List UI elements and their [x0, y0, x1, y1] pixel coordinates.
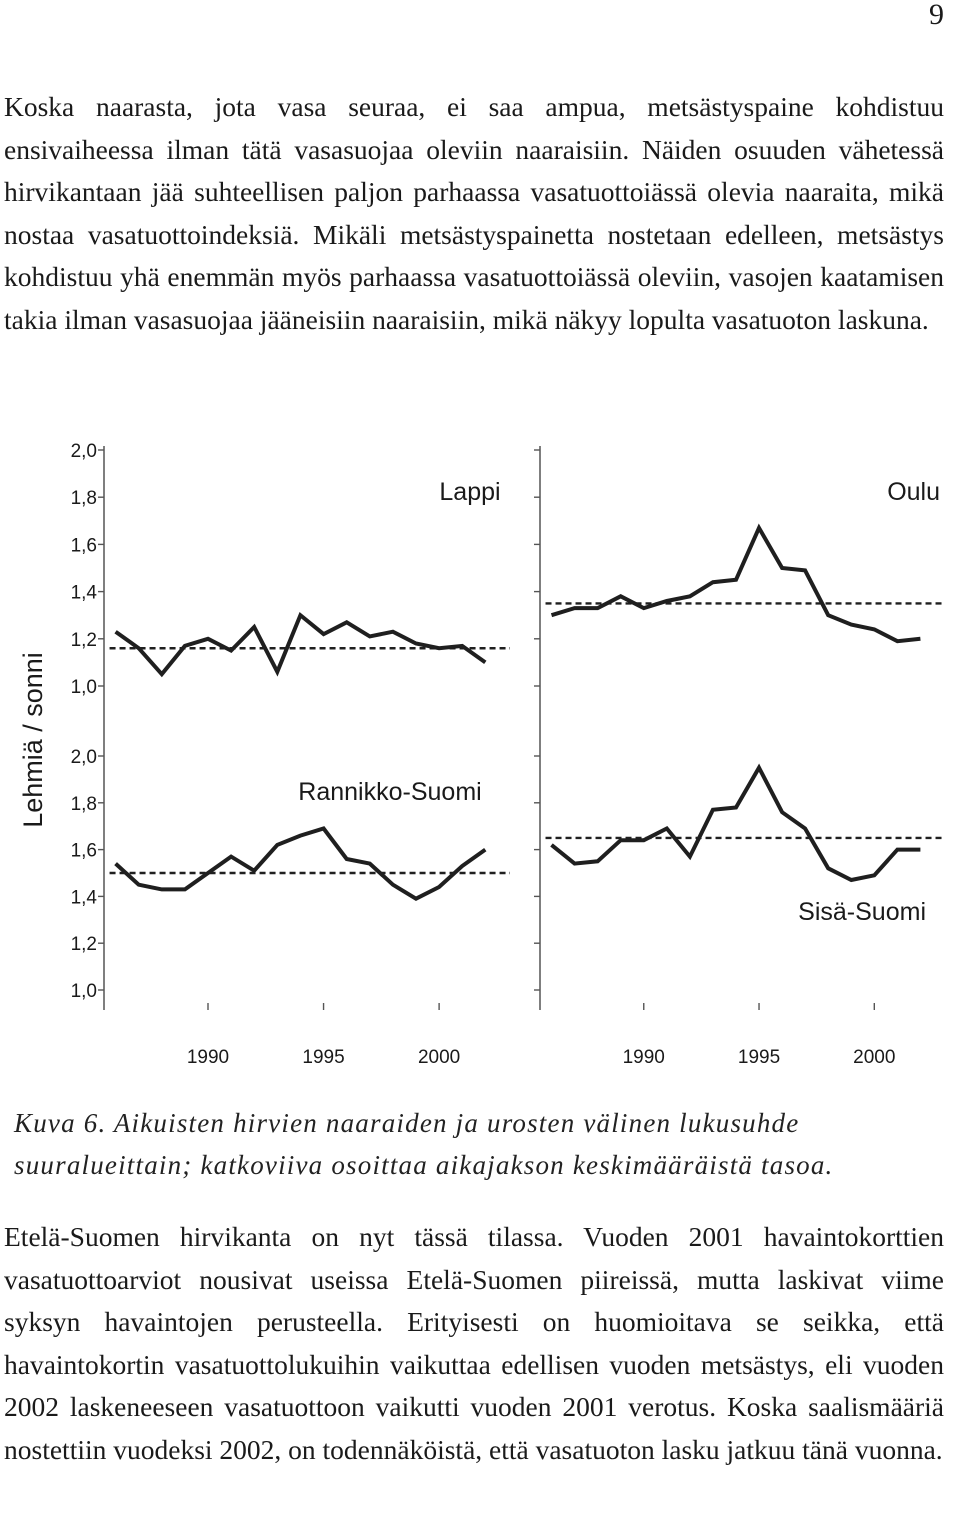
panel-label: Sisä-Suomi [798, 898, 926, 926]
series-line-sisä-suomi [552, 768, 921, 880]
body-paragraph-2: Etelä-Suomen hirvikanta on nyt tässä tilassa. Vuoden 2001 havaintokorttien vasatuottoarviot nousivat useissa Etelä-Suomen piireissä, mutta laskivat viime syksyn havaintojen perusteella. Erityisesti on huomioitava se seikka, että havaintokortin vasatuottolukuihin vaikuttaa edellisen vuoden metsästys, eli vuoden 2002 laskeneeseen vasatuottoon vaikutti vuoden 2001 verotus. Koska saalismääriä nostettiin vuodeksi 2002, on todennäköistä, että vasatuoton lasku jatkuu tänä vuonna. [4, 1221, 944, 1465]
x-tick-label: 1990 [622, 1047, 665, 1068]
y-tick-label: 1,8 [70, 488, 97, 510]
x-tick-label: 2000 [853, 1047, 896, 1068]
y-tick-label: 1,0 [70, 981, 97, 1002]
series-line-lappi [116, 615, 486, 674]
x-tick-label: 1990 [186, 1047, 230, 1068]
body-paragraph-1: Koska naarasta, jota vasa seuraa, ei saa ampua, metsästyspaine kohdistuu ensivaiheessa ilman tätä vasasuojaa oleviin naaraisiin. Näiden osuuden vähetessä hirvikantaan jää suhteellisen paljon parhaassa vasatuottoiässä olevia naaraita, mikä nostaa vasatuottoindeksiä. Mikäli metsästyspainetta nostetaan edelleen, metsästys kohdistuu yhä enemmän myös parhaassa vasatuottoiässä oleviin, vasojen kaatamisen takia ilman vasasuojaa jääneisiin naaraisiin, mikä näkyy lopulta vasatuoton laskuna. [4, 91, 944, 335]
y-tick-label: 1,4 [70, 887, 97, 909]
page-number: 9 [929, 0, 944, 31]
y-tick-label: 1,6 [70, 535, 97, 557]
x-tick-label: 2000 [417, 1047, 461, 1068]
y-tick-label: 1,4 [70, 582, 97, 604]
panel-label: Lappi [439, 478, 501, 506]
figure-caption: Kuva 6. Aikuisten hirvien naaraiden ja urosten välinen lukusuhde suuralueittain; katkoviiva osoittaa aikajakson keskimääräistä tasoa. [14, 1108, 834, 1180]
y-tick-label: 1,0 [70, 677, 97, 698]
y-tick-label: 2,0 [70, 441, 97, 462]
figure-6-chart [0, 430, 960, 1095]
y-tick-label: 1,2 [70, 934, 97, 956]
y-tick-label: 1,8 [70, 793, 97, 815]
series-line-rannikko-suomi [116, 829, 486, 899]
y-tick-label: 1,6 [70, 840, 97, 862]
panel-label: Rannikko-Suomi [298, 778, 482, 806]
y-tick-label: 1,2 [70, 629, 97, 651]
panel-label: Oulu [887, 478, 940, 506]
x-tick-label: 1995 [737, 1047, 781, 1068]
series-line-oulu [552, 528, 921, 641]
y-tick-label: 2,0 [70, 747, 97, 768]
x-tick-label: 1995 [302, 1047, 345, 1068]
y-axis-title: Lehmiä / sonni [18, 652, 48, 828]
